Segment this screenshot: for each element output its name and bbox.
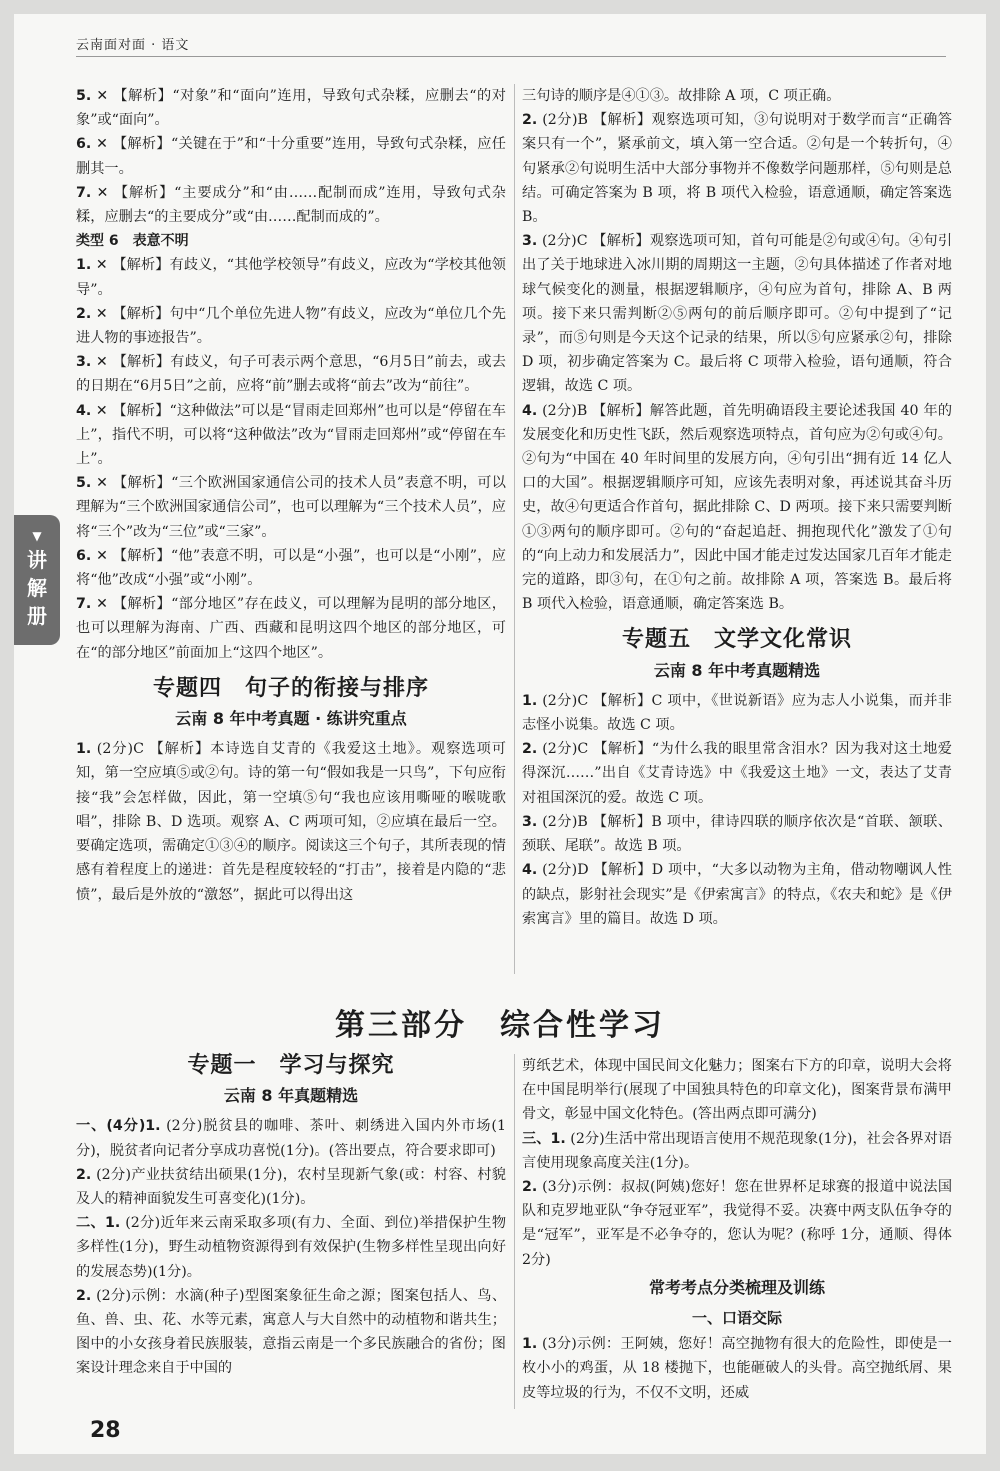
continued-text: 剪纸艺术，体现中国民间文化魅力；图案右下方的印章，说明大会将在中国昆明举行(展现了中国独具特色的印章文化)，图案背景布满甲骨文，彰显中国文化特色。(答出两点即可满分) bbox=[522, 1058, 952, 1123]
topic5-title: 专题五 文学文化常识 bbox=[621, 627, 852, 653]
item-number: 1. bbox=[522, 1336, 538, 1353]
answer-item bbox=[522, 858, 952, 931]
answer-item bbox=[76, 737, 506, 906]
item-number: 二、1. bbox=[76, 1215, 121, 1232]
right-column bbox=[522, 84, 952, 931]
continued-text: 三句诗的顺序是④①③。故排除 A 项，C 项正确。 bbox=[522, 88, 841, 104]
item-text: ✕ 【解析】“部分地区”存在歧义，可以理解为昆明的部分地区，也可以理解为海南、广西、西藏和昆明这四个地区的部分地区，可在“的部分地区”前面加上“这四个地区”。 bbox=[76, 596, 506, 661]
left-column bbox=[76, 84, 506, 907]
item-number: 5. bbox=[76, 88, 92, 104]
part3-title: 第三部分 综合性学习 bbox=[335, 1008, 665, 1043]
part3-topic1-title: 专题一 学习与探究 bbox=[187, 1053, 395, 1078]
answer-item bbox=[76, 399, 506, 472]
item-number: 一、(4分)1. bbox=[76, 1118, 161, 1135]
item-text: ✕ 【解析】“这种做法”可以是“冒雨走回郑州”也可以是“停留在车上”，指代不明，可以将“这种做法”改为“冒雨走回郑州”或“停留在车上”。 bbox=[76, 402, 506, 468]
answer-item bbox=[522, 689, 952, 737]
answer-item bbox=[76, 1284, 506, 1381]
answer-item bbox=[522, 1332, 952, 1405]
item-number: 6. bbox=[76, 547, 92, 564]
answer-item bbox=[76, 132, 506, 180]
topic4-title: 专题四 句子的衔接与排序 bbox=[152, 675, 429, 701]
item-text: (2分)B 【解析】观察选项可知，③句说明对于数学而言“正确答案只有一个”，紧承前文，填入第一空合适。②句是一个转折句，④句紧承②句说明生活中大部分事物并不像数学问题那样，⑤句则是总结。可确定答案为 B 项，将 B 项代入检验，语意通顺，确定答案选 B。 bbox=[522, 112, 952, 226]
item-text: (2分)生活中常出现语言使用不规范现象(1分)，社会各界对语言使用现象高度关注(1分)。 bbox=[522, 1130, 953, 1171]
answer-item bbox=[76, 1211, 506, 1284]
item-number: 2. bbox=[522, 741, 538, 758]
item-number: 4. bbox=[522, 402, 538, 419]
item-number: 3. bbox=[522, 813, 538, 830]
side-section-tab bbox=[14, 515, 60, 645]
item-number: 三、1. bbox=[522, 1130, 566, 1147]
item-text: (2分)脱贫县的咖啡、茶叶、刺绣进入国内外市场(1分)，脱贫者向记者分享成功喜悦(1分)。(答出要点，符合要求即可) bbox=[76, 1118, 506, 1159]
item-number: 7. bbox=[76, 184, 92, 201]
item-number: 4. bbox=[522, 862, 538, 879]
answer-item bbox=[76, 253, 506, 301]
answer-item bbox=[522, 108, 952, 229]
right-column-bottom bbox=[522, 1054, 952, 1405]
item-text: ✕ 【解析】“主要成分”和“由……配制而成”连用，导致句式杂糅，应删去“的主要成分”或“由……配制而成的”。 bbox=[76, 184, 506, 226]
item-text: (2分)示例：水滴(种子)型图案象征生命之源；图案包括人、鸟、鱼、兽、虫、花、水等元素，寓意人与大自然中的动植物和谐共生；图中的小女孩身着民族服装，意指云南是一个多民族融合的省份；图案设计理念来自于中国的 bbox=[76, 1287, 507, 1377]
answer-item bbox=[76, 302, 506, 350]
item-number: 7. bbox=[76, 596, 92, 613]
item-text: (2分)近年来云南采取多项(有力、全面、到位)举措保护生物多样性(1分)，野生动植物资源得到有效保护(生物多样性呈现出向好的发展态势)(1分)。 bbox=[76, 1215, 507, 1280]
answer-item bbox=[76, 544, 506, 592]
answer-item bbox=[76, 471, 506, 544]
answer-item bbox=[76, 1114, 506, 1162]
item-text: (2分)产业扶贫结出硕果(1分)，农村呈现新气象(或：村容、村貌及人的精神面貌发生可喜变化)(1分)。 bbox=[76, 1166, 506, 1208]
topic4-subtitle: 云南 8 年中考真题 · 练讲究重点 bbox=[175, 709, 407, 729]
item-text: (2分)C 【解析】“为什么我的眼里常含泪水？因为我对这土地爱得深沉……”出自《艾青诗选》中《我爱这土地》一文，表达了艾青对祖国深沉的爱。故选 C 项。 bbox=[522, 741, 952, 806]
item-number: 2. bbox=[76, 1166, 92, 1183]
topic5-subtitle: 云南 8 年中考真题精选 bbox=[653, 660, 821, 680]
side-tab-char: 解 bbox=[27, 576, 47, 600]
item-number: 1. bbox=[522, 692, 538, 709]
answer-item bbox=[522, 1175, 952, 1272]
side-tab-char: 册 bbox=[27, 604, 47, 628]
item-text: (3分)示例：叔叔(阿姨)您好！您在世界杯足球赛的报道中说法国队和克罗地亚队“争夺冠亚军”，我觉得不妥。决赛中两支队伍争夺的是“冠军”，亚军是不必争夺的，您认为呢？(称呼 1分，通顺、得体 2分) bbox=[522, 1179, 953, 1268]
common-section-title: 常考考点分类梳理及训练 bbox=[648, 1277, 825, 1297]
answer-item bbox=[76, 181, 506, 229]
answer-item bbox=[76, 350, 506, 398]
answer-item bbox=[76, 1163, 506, 1211]
left-column-bottom bbox=[76, 1054, 506, 1381]
item-number: 3. bbox=[76, 354, 92, 371]
item-text: ✕ 【解析】“关键在于”和“十分重要”连用，导致句式杂糅，应任删其一。 bbox=[76, 136, 506, 177]
item-text: (2分)B 【解析】B 项中，律诗四联的顺序依次是“首联、颔联、颈联、尾联”。故选 B 项。 bbox=[522, 813, 952, 855]
type-heading: 类型 6 表意不明 bbox=[76, 233, 189, 250]
item-number: 2. bbox=[522, 1179, 538, 1196]
item-text: ✕ 【解析】有歧义，句子可表示两个意思，“6月5日”前去，或去的日期在“6月5日”之前，应将“前”删去或将“前去”改为“前往”。 bbox=[76, 354, 506, 395]
answer-item bbox=[522, 229, 952, 398]
answer-item bbox=[522, 737, 952, 810]
item-number: 6. bbox=[76, 136, 92, 153]
item-number: 2. bbox=[76, 305, 92, 322]
column-divider bbox=[514, 84, 515, 974]
item-number: 4. bbox=[76, 402, 92, 419]
column-divider bbox=[514, 1054, 515, 1409]
item-number: 2. bbox=[522, 112, 538, 129]
item-number: 2. bbox=[76, 1287, 92, 1304]
item-text: ✕ 【解析】“三个欧洲国家通信公司的技术人员”表意不明，可以理解为“三个欧洲国家通信公司”，也可以理解为“三个技术人员”，应将“三个”改为“三位”或“三家”。 bbox=[76, 475, 506, 540]
item-text: (2分)C 【解析】本诗选自艾青的《我爱这土地》。观察选项可知，第一空应填⑤或②句。诗的第一句“假如我是一只鸟”，下句应衔接“我”会怎样做，因此，第一空填⑤句“我也应该用嘶哑的喉咙歌唱”，排除 B、D 选项。观察 A、C 两项可知，②应填在最后一空。要确定选项，需确定①③④的顺序。阅读这三个句子，其所表现的情感有着程度上的递进：首先是程度较轻的“打击”，接着是内隐的“悲愤”，最后是外放的“激怒”，据此可以得出这 bbox=[76, 741, 506, 903]
item-text: ✕ 【解析】有歧义，“其他学校领导”有歧义，应改为“学校其他领导”。 bbox=[76, 257, 506, 298]
page bbox=[14, 14, 986, 1454]
oral-section-title: 一、口语交际 bbox=[691, 1309, 782, 1328]
part3-topic1-subtitle: 云南 8 年真题精选 bbox=[223, 1086, 359, 1106]
item-text: ✕ 【解析】“对象”和“面向”连用，导致句式杂糅，应删去“的对象”或“面向”。 bbox=[76, 88, 506, 129]
chevron-down-icon: ▼ bbox=[32, 529, 42, 543]
item-text: ✕ 【解析】句中“几个单位先进人物”有歧义，应改为“单位几个先进人物的事迹报告”。 bbox=[76, 305, 506, 347]
answer-item bbox=[522, 399, 952, 617]
item-number: 5. bbox=[76, 475, 92, 492]
item-number: 1. bbox=[76, 257, 92, 274]
item-text: (2分)C 【解析】观察选项可知，首句可能是②句或④句。④句引出了关于地球进入冰川期的周期这一主题，②句具体描述了作者对地球气候变化的测量，根据逻辑顺序，④句应为首句，排除 A、B 两项。接下来只需判断②⑤两句的前后顺序即可。②句中提到了“记录”，而⑤句则是今天这个记录的结果，所以⑤句应紧承②句，排除 D 项，初步确定答案为 C。最后将 C 项带入检验，语句通顺，符合逻辑，故选 C 项。 bbox=[522, 233, 953, 395]
item-text: (2分)D 【解析】D 项中，“大多以动物为主角，借动物嘲讽人性的缺点，影射社会现实”是《伊索寓言》的特点，《农夫和蛇》是《伊索寓言》里的篇目。故选 D 项。 bbox=[522, 862, 952, 927]
item-text: ✕ 【解析】“他”表意不明，可以是“小强”，也可以是“小刚”，应将“他”改成“小强”或“小刚”。 bbox=[76, 547, 506, 589]
item-number: 3. bbox=[522, 233, 538, 250]
answer-item bbox=[76, 592, 506, 665]
answer-item bbox=[522, 810, 952, 858]
answer-item bbox=[522, 1127, 952, 1175]
item-number: 1. bbox=[76, 741, 92, 758]
side-tab-char: 讲 bbox=[27, 548, 47, 572]
header-rule bbox=[76, 56, 946, 57]
answer-item bbox=[76, 84, 506, 132]
page-number: 28 bbox=[90, 1418, 121, 1443]
running-header: 云南面对面 · 语文 bbox=[76, 38, 190, 53]
item-text: (3分)示例：王阿姨，您好！高空抛物有很大的危险性，即使是一枚小小的鸡蛋，从 18 楼抛下，也能砸破人的头骨。高空抛纸屑、果皮等垃圾的行为，不仅不文明，还威 bbox=[522, 1336, 952, 1401]
item-text: (2分)B 【解析】解答此题，首先明确语段主要论述我国 40 年的发展变化和历史性飞跃，然后观察选项特点，首句应为②句或④句。②句为“中国在 40 年时间里的发展方向，④句引出“拥有近 14 亿人口的大国”。根据逻辑顺序可知，应该先表明对象，再述说其奋斗历史，故④句更适合作首句，据此排除 C、D 两项。接下来只需要判断①③两句的顺序即可。②句的“奋起追赶、拥抱现代化”激发了①句的“向上动力和发展活力”，因此中国才能走过发达国家几百年才能走完的道路，即③句，在①句之前。故排除 A 项，答案选 B。最后将 B 项代入检验，语意通顺，确定答案选 B。 bbox=[522, 402, 953, 613]
item-text: (2分)C 【解析】C 项中，《世说新语》应为志人小说集，而并非志怪小说集。故选 C 项。 bbox=[522, 692, 952, 734]
